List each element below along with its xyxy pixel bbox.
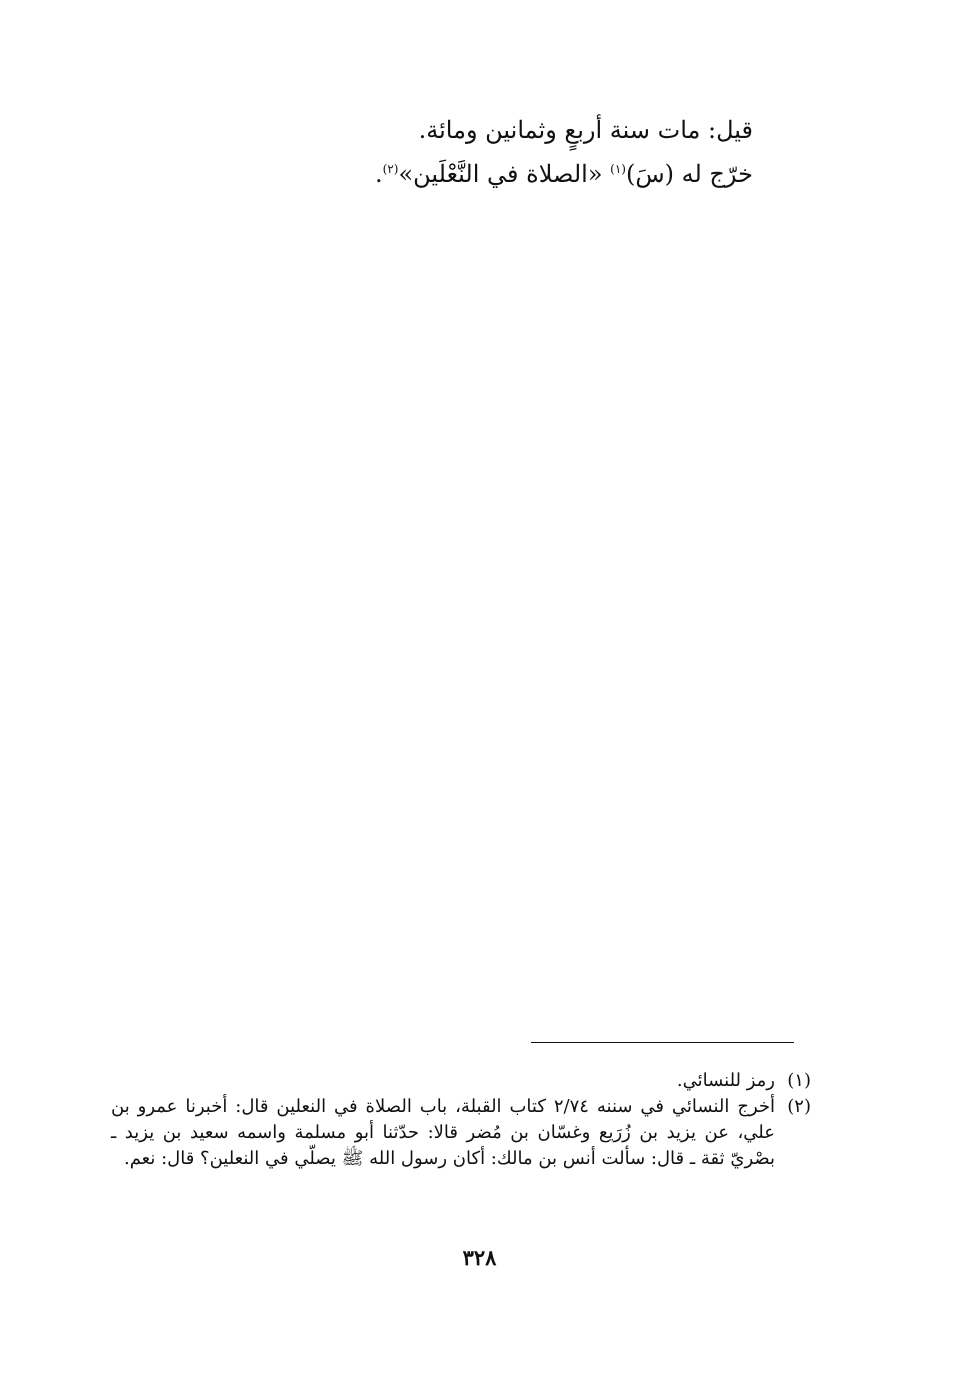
footnote-1-number: (١) xyxy=(787,1070,811,1091)
main-text-line-2-end: . xyxy=(374,160,383,188)
main-text-line-1: قيل: مات سنة أربعٍ وثمانين ومائة. xyxy=(418,116,753,144)
main-text-line-2-start: خرّج له (سَ) xyxy=(625,160,753,188)
footnote-2 xyxy=(111,1094,811,1172)
footnotes-block xyxy=(111,1068,811,1172)
main-text-line-2 xyxy=(193,152,753,196)
footnote-reference-1: (١) xyxy=(610,162,626,176)
footnote-separator xyxy=(531,1042,794,1043)
footnote-1 xyxy=(111,1068,811,1094)
footnote-reference-2: (٢) xyxy=(382,162,399,176)
footnote-2-number: (٢) xyxy=(787,1096,811,1117)
footnote-2-text: أخرج النسائي في سننه ٢/٧٤ كتاب القبلة، باب الصلاة في النعلين قال: أخبرنا عمرو بن علي، عن يزيد بن زُرَيع وغسّان بن مُضر قالا: حدّثنا أبو مسلمة واسمه سعيد بن يزيد ـ بصْريّ ثقة ـ قال: سألت أنس بن مالك: أكان رسول الله ﷺ يصلّي في النعلين؟ قال: نعم. xyxy=(111,1096,775,1169)
footnote-1-text: رمز للنسائي. xyxy=(676,1070,775,1091)
main-text-block xyxy=(193,108,753,196)
book-title: «الصلاة في النَّعْلَين» xyxy=(398,160,611,188)
page-number: ٣٢٨ xyxy=(462,1245,497,1270)
